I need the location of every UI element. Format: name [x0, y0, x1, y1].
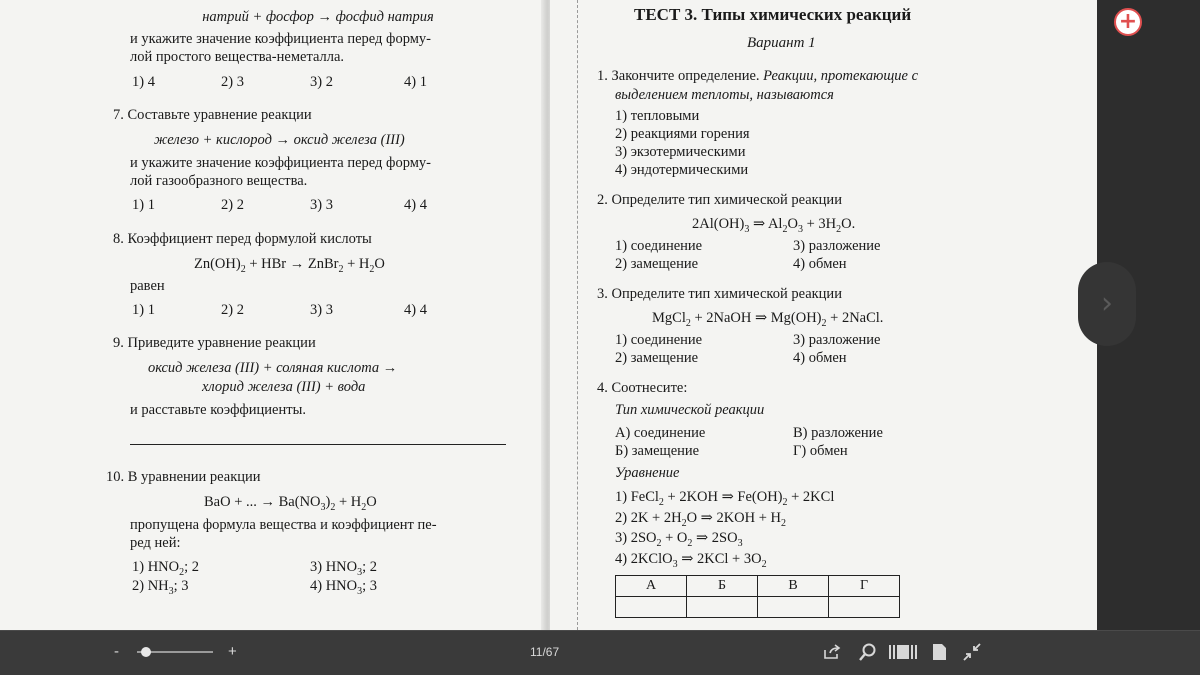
q10-text-line2: ред ней: [130, 535, 181, 551]
q4-equation-4: 4) 2KClO$_3$ ⇒ $2KCl + 3O_2$ [615, 551, 767, 570]
share-icon[interactable] [822, 642, 842, 662]
answer-table [615, 575, 900, 618]
test-title: ТЕСТ 3. Типы химических реакций [634, 5, 912, 24]
fullscreen-exit-icon[interactable] [962, 642, 982, 662]
next-page-button[interactable]: › [1078, 262, 1136, 346]
answer-table-header: А [616, 576, 687, 597]
q8-option-1: 1) 1 [132, 302, 155, 318]
q4-subtitle-type: Тип химической реакции [615, 402, 765, 418]
q9-text: и расставьте коэффициенты. [130, 402, 306, 418]
q1-title-text: 1. Закончите определение. [597, 68, 760, 84]
q2-option-4: 4) обмен [793, 256, 847, 272]
variant-label: Вариант 1 [747, 35, 816, 51]
q7-text-line2: лой газообразного вещества. [130, 173, 308, 189]
q1-option-1: 1) тепловыми [615, 108, 700, 124]
q4-type-b: Б) замещение [615, 443, 700, 459]
q9-equation-line1: оксид железа (III) + соляная кислота → [148, 360, 398, 376]
q3-equation: MgCl$_2$ + 2NaOH ⇒ $Mg(OH)_2$ + 2NaCl. [652, 310, 884, 329]
q8-option-3: 3) 3 [310, 302, 333, 318]
answer-table-header: Б [687, 576, 758, 597]
q7-text-line1: и укажите значение коэффициента перед форму- [130, 155, 431, 171]
q7-option-1: 1) 1 [132, 197, 155, 213]
q7-title: 7. Составьте уравнение реакции [113, 107, 312, 123]
q7-option-4: 4) 4 [404, 197, 427, 213]
page-indicator: 11/67 [530, 645, 560, 659]
answer-line [130, 444, 506, 445]
answer-cell [616, 597, 687, 618]
q4-type-g: Г) обмен [793, 443, 848, 459]
q10-equation: BaO + ... → $Ba(NO_3)_2 + H_2O$ [204, 494, 377, 513]
zoom-in-button[interactable]: + [228, 643, 237, 660]
top-option-3: 3) 2 [310, 74, 333, 90]
top-option-4: 4) 1 [404, 74, 427, 90]
top-option-1: 1) 4 [132, 74, 155, 90]
q3-option-4: 4) обмен [793, 350, 847, 366]
q8-option-2: 2) 2 [221, 302, 244, 318]
top-option-2: 2) 3 [221, 74, 244, 90]
q3-title: 3. Определите тип химической реакции [597, 286, 842, 302]
q4-equation-1: 1) FeCl$_2$ + 2KOH ⇒ $Fe(OH)_2 + 2KCl$ [615, 489, 835, 508]
q1-option-4: 4) эндотермическими [615, 162, 749, 178]
q3-option-2: 2) замещение [615, 350, 699, 366]
answer-cell [829, 597, 900, 618]
answer-table-input-row [616, 597, 900, 618]
q1-italic-line2: выделением теплоты, называются [615, 87, 834, 103]
q2-option-3: 3) разложение [793, 238, 881, 254]
q8-text: равен [130, 278, 165, 294]
search-icon[interactable] [858, 642, 878, 662]
q2-option-2: 2) замещение [615, 256, 699, 272]
q9-equation-line2: хлорид железа (III) + вода [202, 379, 366, 395]
q2-option-1: 1) соединение [615, 238, 703, 254]
answer-table-header-row [616, 576, 900, 597]
q7-option-2: 2) 2 [221, 197, 244, 213]
q4-subtitle-equation: Уравнение [615, 465, 680, 481]
zoom-out-button[interactable]: - [114, 643, 119, 660]
q10-option-3: 3) $HNO_3$; 2 [310, 559, 378, 578]
q10-option-1: 1) $HNO_2$; 2 [132, 559, 200, 578]
q10-title: 10. В уравнении реакции [106, 469, 261, 485]
answer-table-header: Г [829, 576, 900, 597]
zoom-slider-handle[interactable] [141, 647, 151, 657]
q1-option-3: 3) экзотермическими [615, 144, 746, 160]
q10-text-line1: пропущена формула вещества и коэффициент пе- [130, 517, 437, 533]
q1-italic-line1: Реакции, протекающие с [763, 68, 919, 84]
q4-equation-3: 3) $2SO_2 + O_2$ ⇒ $2SO_3$ [615, 530, 743, 549]
q4-title: 4. Соотнесите: [597, 380, 688, 396]
answer-cell [758, 597, 829, 618]
q1-option-2: 2) реакциями горения [615, 126, 750, 142]
q3-option-3: 3) разложение [793, 332, 881, 348]
q4-equation-2: 2) $2K + 2H_2O$ ⇒ $2KOH + H_2$ [615, 510, 787, 529]
q10-option-2: 2) $NH_3$; 3 [132, 578, 189, 597]
left-page [0, 0, 543, 630]
q8-title: 8. Коэффициент перед формулой кислоты [113, 231, 372, 247]
q8-equation: $Zn(OH)_2$ + HBr → ZnBr$_2$ + $H_2O$ [194, 256, 385, 275]
q2-equation: $2Al(OH)_3$ ⇒ $Al_2O_3 + 3H_2O$. [692, 216, 856, 235]
q1-title [597, 67, 918, 85]
add-bookmark-button[interactable]: + [1114, 8, 1142, 36]
page-icon[interactable] [930, 642, 950, 662]
top-text-line2: лой простого вещества-неметалла. [130, 49, 345, 65]
q7-option-3: 3) 3 [310, 197, 333, 213]
top-text-line1: и укажите значение коэффициента перед форму- [130, 31, 431, 47]
q7-equation: железо + кислород → оксид железа (III) [154, 132, 405, 148]
answer-table-header: В [758, 576, 829, 597]
q3-option-1: 1) соединение [615, 332, 703, 348]
q8-option-4: 4) 4 [404, 302, 427, 318]
q4-type-v: В) разложение [793, 425, 883, 441]
top-equation: натрий + фосфор → фосфид натрия [202, 9, 434, 25]
q10-option-4: 4) $HNO_3$; 3 [310, 578, 378, 597]
right-page [550, 0, 1097, 630]
q4-type-a: А) соединение [615, 425, 706, 441]
thumbnails-icon[interactable] [888, 642, 918, 662]
q9-title: 9. Приведите уравнение реакции [113, 335, 316, 351]
cut-line [577, 0, 578, 630]
q2-title: 2. Определите тип химической реакции [597, 192, 842, 208]
answer-cell [687, 597, 758, 618]
